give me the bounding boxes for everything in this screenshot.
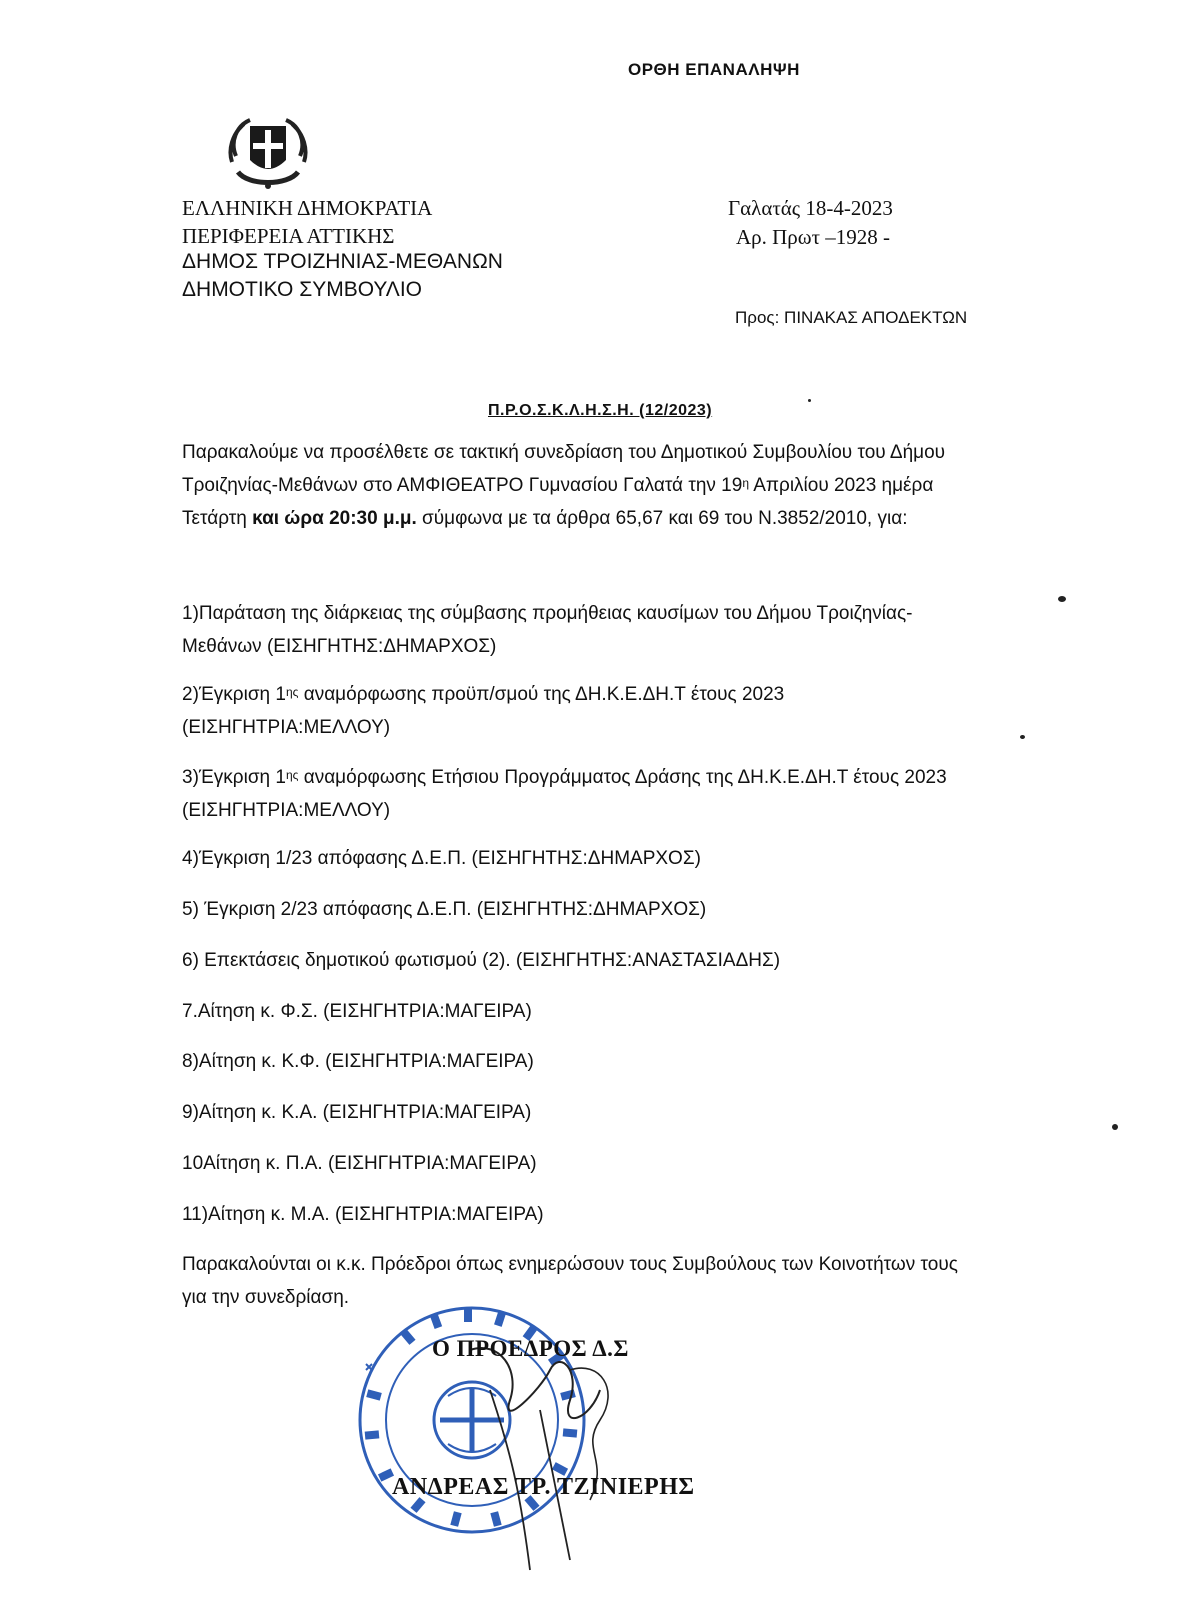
agenda-item: 7.Αίτηση κ. Φ.Σ. (ΕΙΣΗΓΗΤΡΙΑ:ΜΑΓΕΙΡΑ) xyxy=(182,1001,532,1022)
intro-line: Παρακαλούμε να προσέλθετε σε τακτική συνεδρίαση του Δημοτικού Συμβουλίου του Δήμου xyxy=(182,442,946,463)
intro-paragraph xyxy=(182,436,1022,535)
correction-note: ΟΡΘΗ ΕΠΑΝΑΛΗΨΗ xyxy=(628,60,800,79)
agenda-item: 5) Έγκριση 2/23 απόφασης Δ.Ε.Π. (ΕΙΣΗΓΗΤΗΣ:ΔΗΜΑΡΧΟΣ) xyxy=(182,899,707,920)
document-title: Π.Ρ.Ο.Σ.Κ.Λ.Η.Σ.Η. (12/2023) xyxy=(488,402,713,419)
intro-line: Τροιζηνίας-Μεθάνων στο ΑΜΦΙΘΕΑΤΡΟ Γυμνασίου Γαλατά την $19^\eta$ Απριλίου 2023 ημέρα xyxy=(182,475,934,496)
signer-name: ΑΝΔΡΕΑΣ ΤΡ. ΤΖΙΝΙΕΡΗΣ xyxy=(392,1474,695,1500)
handwritten-signature xyxy=(430,1330,630,1580)
recipient-line: Προς: ΠΙΝΑΚΑΣ ΑΠΟΔΕΚΤΩΝ xyxy=(735,308,968,327)
agenda-item: 2)Έγκριση $1^{\eta\varsigma}$ αναμόρφωσης προϋπ/σμού της ΔΗ.Κ.Ε.ΔΗ.Τ έτους 2023 (ΕΙΣΗΓΗΤΡΙΑ:ΜΕΛΛΟΥ) xyxy=(182,684,785,738)
intro-line: Τετάρτη και ώρα 20:30 μ.μ. σύμφωνα με τα άρθρα 65,67 και 69 του Ν.3852/2010, για: xyxy=(182,508,908,529)
agenda-item: 1)Παράταση της διάρκειας της σύμβασης προμήθειας καυσίμων του Δήμου Τροιζηνίας- Μεθάνων (ΕΙΣΗΓΗΤΗΣ:ΔΗΜΑΡΧΟΣ) xyxy=(182,603,913,657)
issuer-line: ΔΗΜΟΤΙΚΟ ΣΥΜΒΟΥΛΙΟ xyxy=(182,278,423,301)
agenda-item: 9)Αίτηση κ. Κ.Α. (ΕΙΣΗΓΗΤΡΙΑ:ΜΑΓΕΙΡΑ) xyxy=(182,1102,532,1123)
agenda-item: 6) Επεκτάσεις δημοτικού φωτισμού (2). (ΕΙΣΗΓΗΤΗΣ:ΑΝΑΣΤΑΣΙΑΔΗΣ) xyxy=(182,950,781,971)
scan-speck xyxy=(1020,735,1025,739)
scan-speck xyxy=(1058,596,1066,602)
place-date: Γαλατάς 18-4-2023 xyxy=(728,196,893,220)
national-emblem-icon xyxy=(222,112,314,194)
protocol-number: Αρ. Πρωτ –1928 - xyxy=(736,225,891,249)
agenda-item: 10Αίτηση κ. Π.Α. (ΕΙΣΗΓΗΤΡΙΑ:ΜΑΓΕΙΡΑ) xyxy=(182,1153,537,1174)
agenda-item: 11)Αίτηση κ. Μ.Α. (ΕΙΣΗΓΗΤΡΙΑ:ΜΑΓΕΙΡΑ) xyxy=(182,1204,544,1225)
issuer-line: ΔΗΜΟΣ ΤΡΟΙΖΗΝΙΑΣ-ΜΕΘΑΝΩΝ xyxy=(182,250,503,273)
agenda-item: 8)Αίτηση κ. Κ.Φ. (ΕΙΣΗΓΗΤΡΙΑ:ΜΑΓΕΙΡΑ) xyxy=(182,1051,534,1072)
scan-speck xyxy=(1112,1124,1118,1130)
issuer-line: ΠΕΡΙΦΕΡΕΙΑ ΑΤΤΙΚΗΣ xyxy=(182,224,395,248)
agenda-item: 3)Έγκριση $1^{\eta\varsigma}$ αναμόρφωσης Ετήσιου Προγράμματος Δράσης της ΔΗ.Κ.Ε.ΔΗ.Τ έτους 2023 (ΕΙΣΗΓΗΤΡΙΑ:ΜΕΛΛΟΥ) xyxy=(182,767,947,821)
closing-paragraph: Παρακαλούνται οι κ.κ. Πρόεδροι όπως ενημερώσουν τους Συμβούλους των Κοινοτήτων τους για την συνεδρίαση. xyxy=(182,1254,958,1308)
issuer-line: ΕΛΛΗΝΙΚΗ ΔΗΜΟΚΡΑΤΙΑ xyxy=(182,196,433,220)
scan-speck xyxy=(808,399,811,402)
signer-title: Ο ΠΡΟΕΔΡΟΣ Δ.Σ xyxy=(432,1336,629,1361)
agenda-item: 4)Έγκριση 1/23 απόφασης Δ.Ε.Π. (ΕΙΣΗΓΗΤΗΣ:ΔΗΜΑΡΧΟΣ) xyxy=(182,848,701,869)
